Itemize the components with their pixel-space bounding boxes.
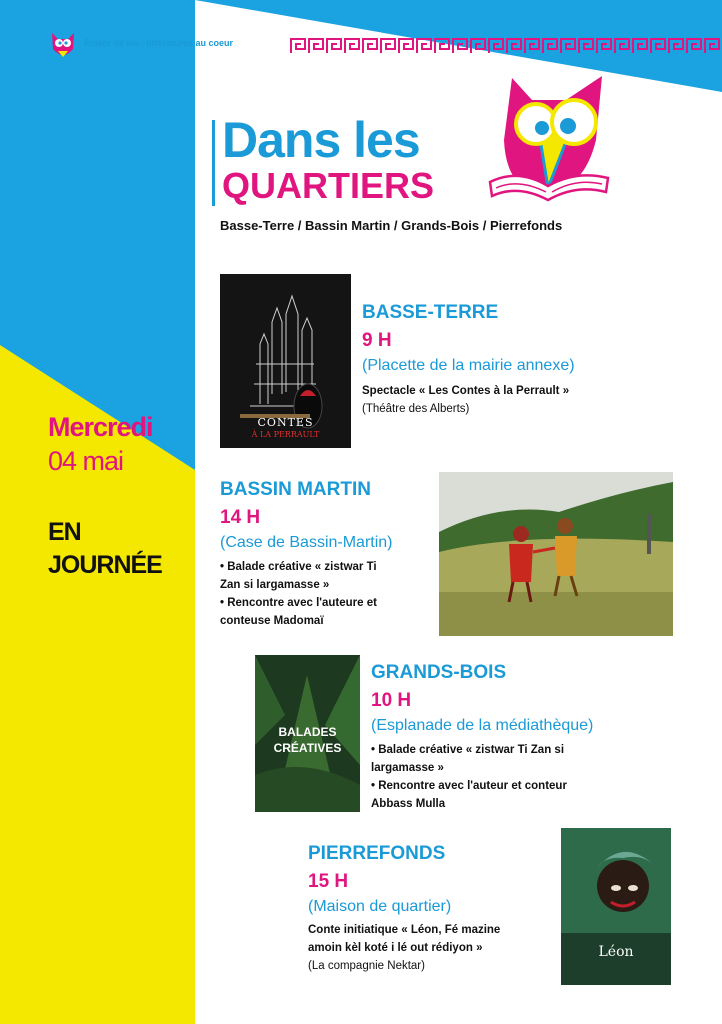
place-grands-bois: GRANDS-BOIS bbox=[371, 662, 507, 683]
description-pierrefonds bbox=[308, 921, 558, 975]
landscape-illustration bbox=[439, 472, 673, 636]
leon-cover-illustration bbox=[561, 828, 671, 985]
description-line: Spectacle « Les Contes à la Perrault » bbox=[362, 385, 570, 397]
time-grands-bois: 10 H bbox=[371, 690, 412, 711]
description-line: • Rencontre avec l'auteure et bbox=[220, 597, 377, 609]
small-owl-logo bbox=[46, 29, 80, 63]
page-subtitle: Basse-Terre / Bassin Martin / Grands-Bois / Pierrefonds bbox=[220, 218, 563, 233]
description-line: • Rencontre avec l'auteur et conteur bbox=[371, 780, 567, 792]
description-line: Abbass Mulla bbox=[371, 798, 446, 810]
page-title-quartiers: QUARTIERS bbox=[222, 165, 435, 206]
title-accent-bar bbox=[212, 120, 215, 206]
event-when-line1: EN bbox=[48, 518, 81, 546]
owl-mascot-icon bbox=[484, 70, 614, 210]
venue-bassin-martin: (Case de Bassin-Martin) bbox=[220, 534, 393, 551]
description-line: conteuse Madomaï bbox=[220, 615, 324, 627]
contes-perrault-cover-image bbox=[220, 274, 351, 448]
description-line: Zan si largamasse » bbox=[220, 579, 330, 591]
place-pierrefonds: PIERREFONDS bbox=[308, 843, 446, 864]
event-when-line2: JOURNÉE bbox=[48, 551, 162, 579]
cover-title-creatives: CRÉATIVES bbox=[273, 741, 342, 755]
brand-tagline: Éclats de vie : littératures au coeur bbox=[84, 38, 234, 48]
leon-cover-image bbox=[561, 828, 671, 985]
description-line: Conte initiatique « Léon, Fé mazine bbox=[308, 924, 501, 936]
description-line: largamasse » bbox=[371, 762, 444, 774]
event-date: 04 mai bbox=[48, 446, 124, 476]
time-basse-terre: 9 H bbox=[362, 330, 392, 351]
description-line: (La compagnie Nektar) bbox=[308, 960, 425, 972]
time-pierrefonds: 15 H bbox=[308, 871, 349, 892]
place-basse-terre: BASSE-TERRE bbox=[362, 302, 499, 323]
event-when bbox=[48, 516, 162, 582]
description-line: amoin kèl koté i lé out rédiyon » bbox=[308, 942, 483, 954]
description-line: • Balade créative « zistwar Ti bbox=[220, 561, 377, 573]
description-bassin-martin bbox=[220, 558, 432, 630]
event-day: Mercredi bbox=[48, 412, 153, 442]
time-bassin-martin: 14 H bbox=[220, 507, 261, 528]
description-line: (Théâtre des Alberts) bbox=[362, 403, 470, 415]
venue-pierrefonds: (Maison de quartier) bbox=[308, 898, 452, 915]
page-title: Dans les bbox=[222, 112, 420, 168]
cover-subtitle-perrault: À LA PERRAULT bbox=[251, 430, 320, 439]
description-line: • Balade créative « zistwar Ti Zan si bbox=[371, 744, 565, 756]
place-bassin-martin: BASSIN MARTIN bbox=[220, 479, 371, 500]
cover-title-leon: Léon bbox=[598, 944, 634, 960]
venue-grands-bois: (Esplanade de la médiathèque) bbox=[371, 717, 594, 734]
description-basse-terre bbox=[362, 382, 632, 418]
puppets-field-photo bbox=[439, 472, 673, 636]
venue-basse-terre: (Placette de la mairie annexe) bbox=[362, 357, 575, 374]
cover-title-contes: CONTES bbox=[257, 416, 314, 429]
description-grands-bois bbox=[371, 741, 671, 813]
greek-key-border bbox=[290, 37, 722, 55]
cover-title-balades: BALADES bbox=[278, 725, 337, 739]
balades-creatives-cover-image bbox=[255, 655, 360, 812]
